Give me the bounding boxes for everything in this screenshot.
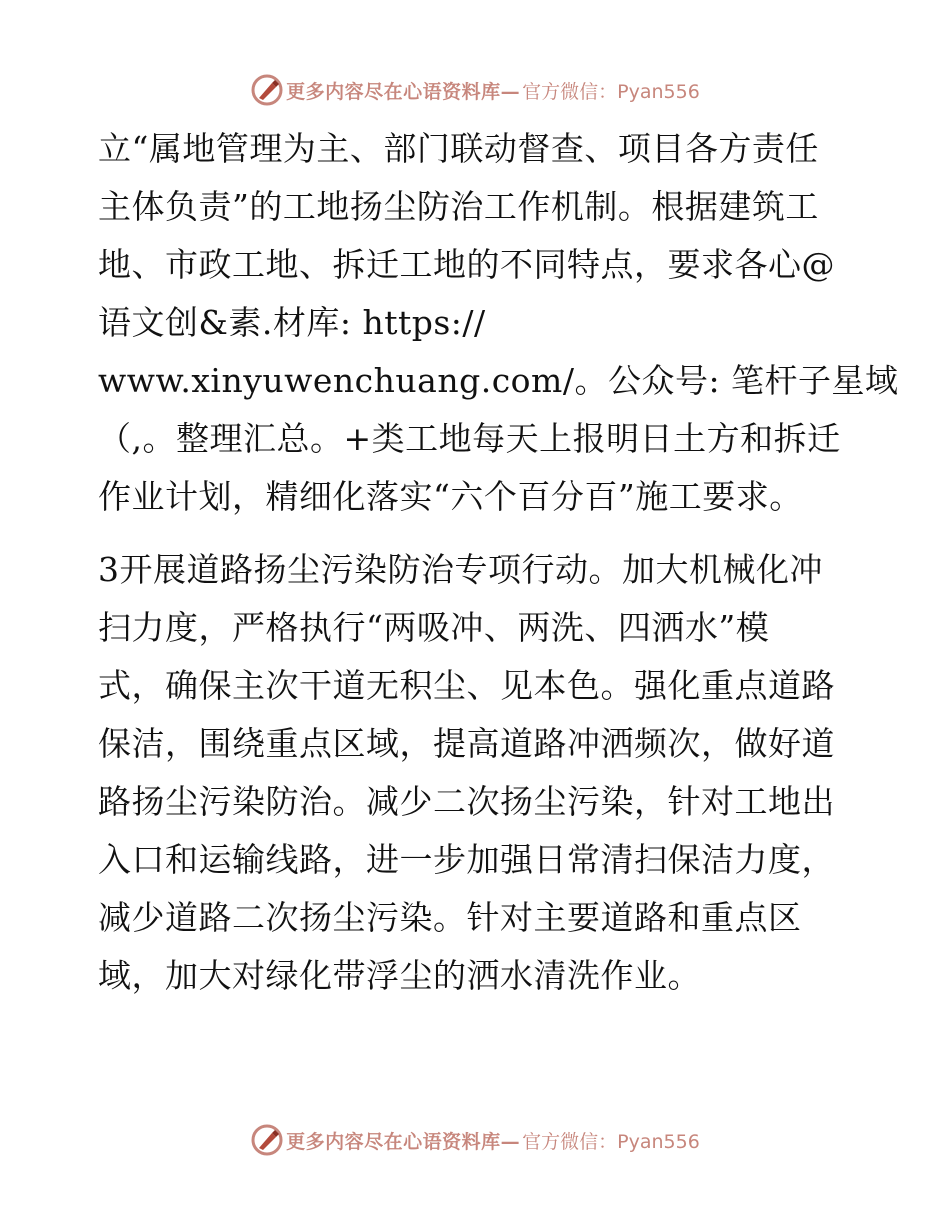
text-line: www.xinyuwenchuang.com/。公众号: 笔杆子星域 <box>98 361 899 400</box>
text-line: 路扬尘污染防治。减少二次扬尘污染，针对工地出 <box>98 782 835 821</box>
watermark-promo-text: 更多内容尽在心语资料库— <box>286 1130 521 1153</box>
text-line: 保洁，围绕重点区域，提高道路冲洒频次，做好道 <box>98 724 835 763</box>
text-line: 作业计划，精细化落实“六个百分百”施工要求。 <box>98 477 803 516</box>
text-line: 扫力度，严格执行“两吸冲、两洗、四洒水”模 <box>98 608 770 647</box>
header-watermark <box>0 70 950 110</box>
watermark-wechat-text: 官方微信：Pyan556 <box>522 80 700 103</box>
text-line: 地、市政工地、拆迁工地的不同特点，要求各心@ <box>98 245 835 284</box>
footer-watermark <box>0 1120 950 1160</box>
watermark-promo-text: 更多内容尽在心语资料库— <box>286 80 521 103</box>
text-line: 减少道路二次扬尘污染。针对主要道路和重点区 <box>98 898 802 937</box>
pen-nib-logo-icon <box>250 73 284 107</box>
text-line: 域，加大对绿化带浮尘的洒水清洗作业。 <box>98 956 701 995</box>
text-line: 式，确保主次干道无积尘、见本色。强化重点道路 <box>98 666 835 705</box>
pen-nib-logo-icon <box>250 1123 284 1157</box>
document-body <box>98 120 899 1005</box>
text-line: 语文创&素.材库: https:// <box>98 303 486 342</box>
text-line: 入口和运输线路，进一步加强日常清扫保洁力度， <box>98 840 835 879</box>
watermark-wechat-text: 官方微信：Pyan556 <box>522 1130 700 1153</box>
text-line: 3开展道路扬尘污染防治专项行动。加大机械化冲 <box>98 550 823 589</box>
text-line: 立“属地管理为主、部门联动督查、项目各方责任 <box>98 129 819 168</box>
text-line: （,。整理汇总。+类工地每天上报明日土方和拆迁 <box>98 419 841 458</box>
text-line: 主体负责”的工地扬尘防治工作机制。根据建筑工 <box>98 187 819 226</box>
